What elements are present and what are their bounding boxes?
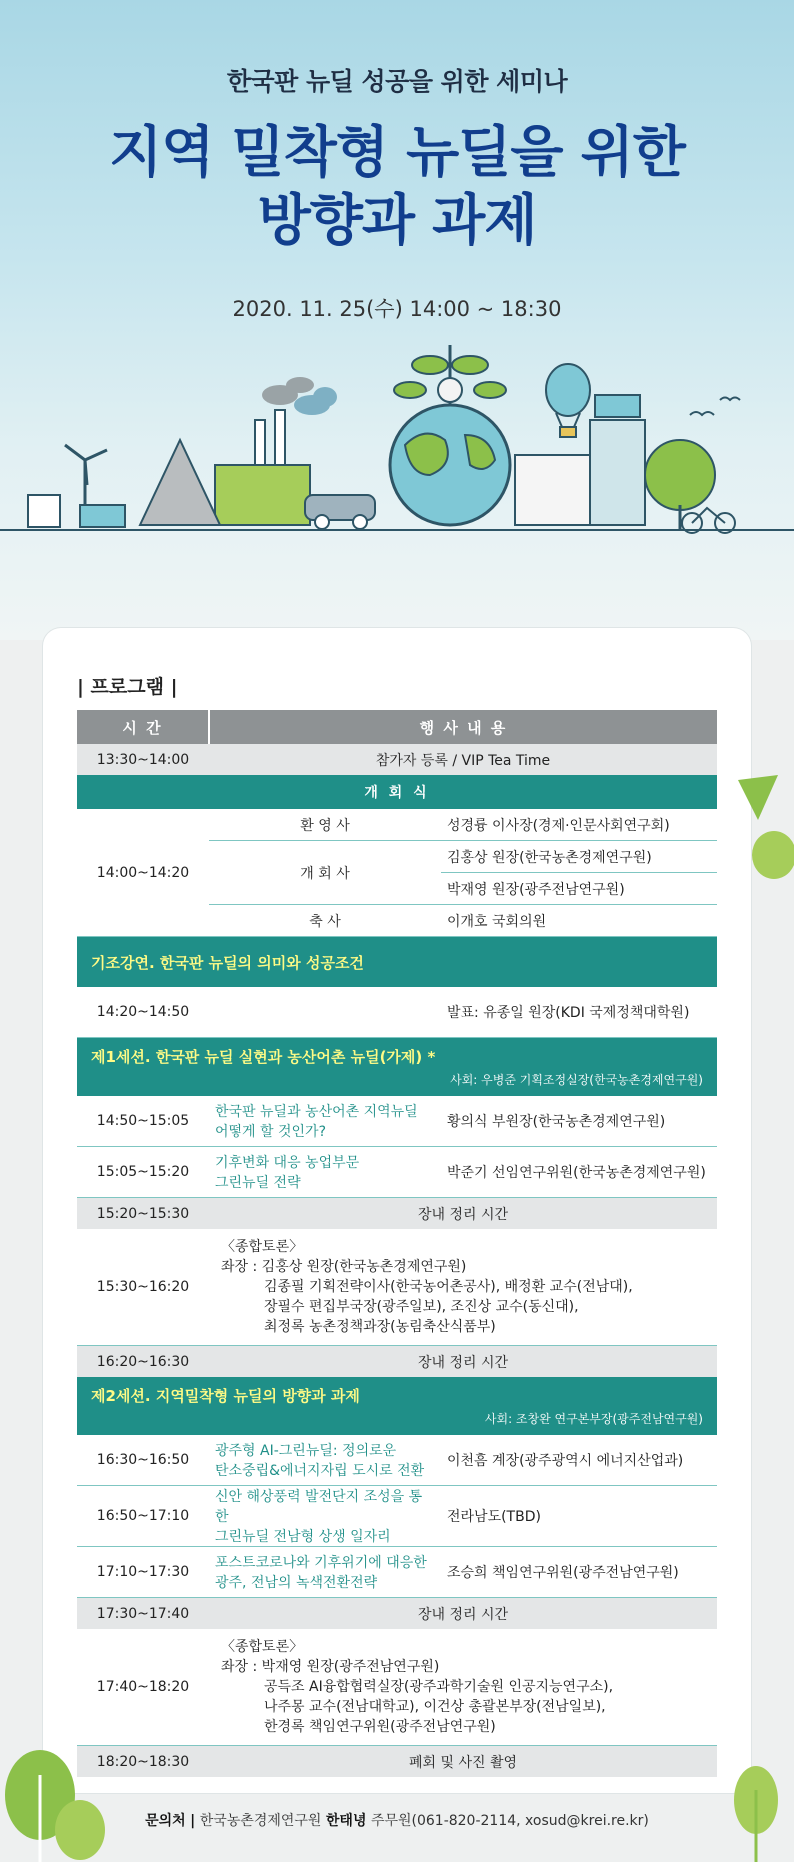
discussion-line: 공득조 AI융합협력실장(광주과학기술원 인공지능연구소), [264,1679,614,1695]
speaker-name: 조승희 책임연구위원(광주전남연구원) [441,1547,717,1598]
discussion-line: 좌장 : 박재영 원장(광주전남연구원) [221,1659,440,1675]
discussion-line: 장필수 편집부국장(광주일보), 조진상 교수(동신대), [264,1299,579,1315]
event-title [0,118,794,254]
event-title-line-2: 방향과 과제 [257,188,537,252]
speaker-name: 발표: 유종일 원장(KDI 국제정책대학원) [441,987,717,1038]
leaf-decoration-icon [0,1735,120,1862]
table-row [77,809,717,841]
row-time: 15:05~15:20 [77,1147,209,1198]
talk-title-line: 광주형 AI-그린뉴딜: 정의로운 [215,1443,397,1459]
speaker-name: 김홍상 원장(한국농촌경제연구원) [441,841,717,873]
table-row [77,1346,717,1378]
session1-title-row [77,1038,717,1097]
table-row [77,1435,717,1486]
contact-info: 문의처 | 한국농촌경제연구원 한태녕 주무원(061-820-2114, xosud@krei.re.kr) [145,1813,649,1829]
table-row [77,1598,717,1630]
opening-title-row [77,775,717,809]
program-heading: | 프로그램 | [77,676,178,698]
lightbulb-icon [438,378,462,402]
role-label: 개 회 사 [209,841,441,905]
hot-air-balloon-icon [546,364,590,437]
talk-title-line: 포스트코로나와 기후위기에 대응한 [215,1555,427,1571]
speaker-name: 이개호 국회의원 [441,905,717,937]
talk-title [209,1435,441,1486]
event-subtitle: 한국판 뉴딜 성공을 위한 세미나 [226,67,568,96]
tree-decoration-icon [728,760,794,880]
row-text: 폐회 및 사진 촬영 [209,1746,717,1778]
table-row [77,1229,717,1346]
row-time: 16:20~16:30 [77,1346,209,1378]
row-time: 14:50~15:05 [77,1096,209,1147]
row-time: 14:00~14:20 [77,809,209,937]
talk-title [209,1096,441,1147]
row-time: 17:30~17:40 [77,1598,209,1630]
eco-city-illustration [0,345,794,605]
talk-title-line: 광주, 전남의 녹색전환전략 [215,1575,378,1591]
speaker-name: 박준기 선임연구위원(한국농촌경제연구원) [441,1147,717,1198]
tree-icon [645,440,715,530]
keynote-title-row [77,937,717,988]
globe-icon [390,405,510,525]
role-label: 환 영 사 [209,809,441,841]
table-row [77,987,717,1038]
shopping-bag-icon [28,495,60,527]
program-table [77,710,717,1777]
session1-title: 제1세션. 한국판 뉴딜 실현과 농산어촌 뉴딜(가제) * [91,1048,436,1066]
speaker-name: 전라남도(TBD) [441,1486,717,1547]
table-row [77,744,717,775]
panel-discussion [209,1629,717,1746]
header-content: 행 사 내 용 [209,710,717,744]
table-row [77,1486,717,1547]
session1-chair: 사회: 우병준 기획조정실장(한국농촌경제연구원) [450,1073,703,1087]
talk-title-line: 그린뉴딜 전남형 상생 일자리 [215,1529,391,1545]
talk-title [209,1486,441,1547]
row-time: 18:20~18:30 [77,1746,209,1778]
speaker-name: 성경륭 이사장(경제·인문사회연구회) [441,809,717,841]
speaker-name: 황의식 부원장(한국농촌경제연구원) [441,1096,717,1147]
birds-icon [690,398,740,416]
talk-title-line: 기후변화 대응 농업부문 [215,1155,360,1171]
discussion-line: 〈종합토론〉 [221,1239,304,1255]
contact-detail: 주무원(061-820-2114, xosud@krei.re.kr) [370,1813,649,1829]
header-time: 시 간 [77,710,209,744]
mountain-icon [140,440,220,525]
row-text: 장내 정리 시간 [209,1598,717,1630]
panel-discussion [209,1229,717,1346]
table-row [77,1198,717,1230]
row-time: 13:30~14:00 [77,744,209,775]
row-text: 참가자 등록 / VIP Tea Time [209,744,717,775]
discussion-line: 〈종합토론〉 [221,1639,304,1655]
talk-title-line: 탄소중립&에너지자립 도시로 전환 [215,1463,425,1479]
event-date: 2020. 11. 25(수) 14:00 ~ 18:30 [232,297,562,321]
table-row [77,1547,717,1598]
keynote-title: 기조강연. 한국판 뉴딜의 의미와 성공조건 [91,953,364,972]
building-icon [515,420,645,525]
contact-label: 문의처 [145,1813,186,1829]
opening-title: 개 회 식 [77,775,717,809]
table-row [77,1629,717,1746]
event-title-line-1: 지역 밀착형 뉴딜을 위한 [109,120,685,184]
session2-title-row [77,1377,717,1435]
talk-title-line: 한국판 뉴딜과 농산어촌 지역뉴딜 [215,1104,418,1120]
speaker-name: 이천흠 계장(광주광역시 에너지산업과) [441,1435,717,1486]
contact-org: 한국농촌경제연구원 [199,1813,322,1829]
talk-title [209,1147,441,1198]
row-time: 16:50~17:10 [77,1486,209,1547]
row-time: 17:10~17:30 [77,1547,209,1598]
row-time: 14:20~14:50 [77,987,209,1038]
talk-title-line: 그린뉴딜 전략 [215,1175,301,1191]
discussion-line: 김종필 기획전략이사(한국농어촌공사), 배정환 교수(전남대), [264,1279,633,1295]
row-time: 16:30~16:50 [77,1435,209,1486]
table-row [77,1746,717,1778]
discussion-line: 나주몽 교수(전남대학교), 이건상 총괄본부장(전남일보), [264,1699,606,1715]
discussion-line: 최정록 농촌정책과장(농림축산식품부) [264,1319,496,1335]
row-time: 15:30~16:20 [77,1229,209,1346]
role-label: 축 사 [209,905,441,937]
row-time: 15:20~15:30 [77,1198,209,1230]
talk-title-line: 어떻게 할 것인가? [215,1124,326,1140]
row-text: 장내 정리 시간 [209,1198,717,1230]
talk-title [209,1547,441,1598]
discussion-line: 좌장 : 김홍상 원장(한국농촌경제연구원) [221,1259,467,1275]
table-header [77,710,717,744]
car-icon [305,495,375,529]
session2-title: 제2세션. 지역밀착형 뉴딜의 방향과 과제 [91,1387,360,1405]
session2-chair: 사회: 조창완 연구본부장(광주전남연구원) [484,1412,703,1426]
row-time: 17:40~18:20 [77,1629,209,1746]
table-row [77,1147,717,1198]
discussion-line: 한경록 책임연구위원(광주전남연구원) [264,1719,496,1735]
row-text: 장내 정리 시간 [209,1346,717,1378]
speaker-name: 박재영 원장(광주전남연구원) [441,873,717,905]
contact-person: 한태녕 [325,1813,367,1829]
table-row [77,1096,717,1147]
talk-title-line: 신안 해상풍력 발전단지 조성을 통한 [215,1489,423,1525]
